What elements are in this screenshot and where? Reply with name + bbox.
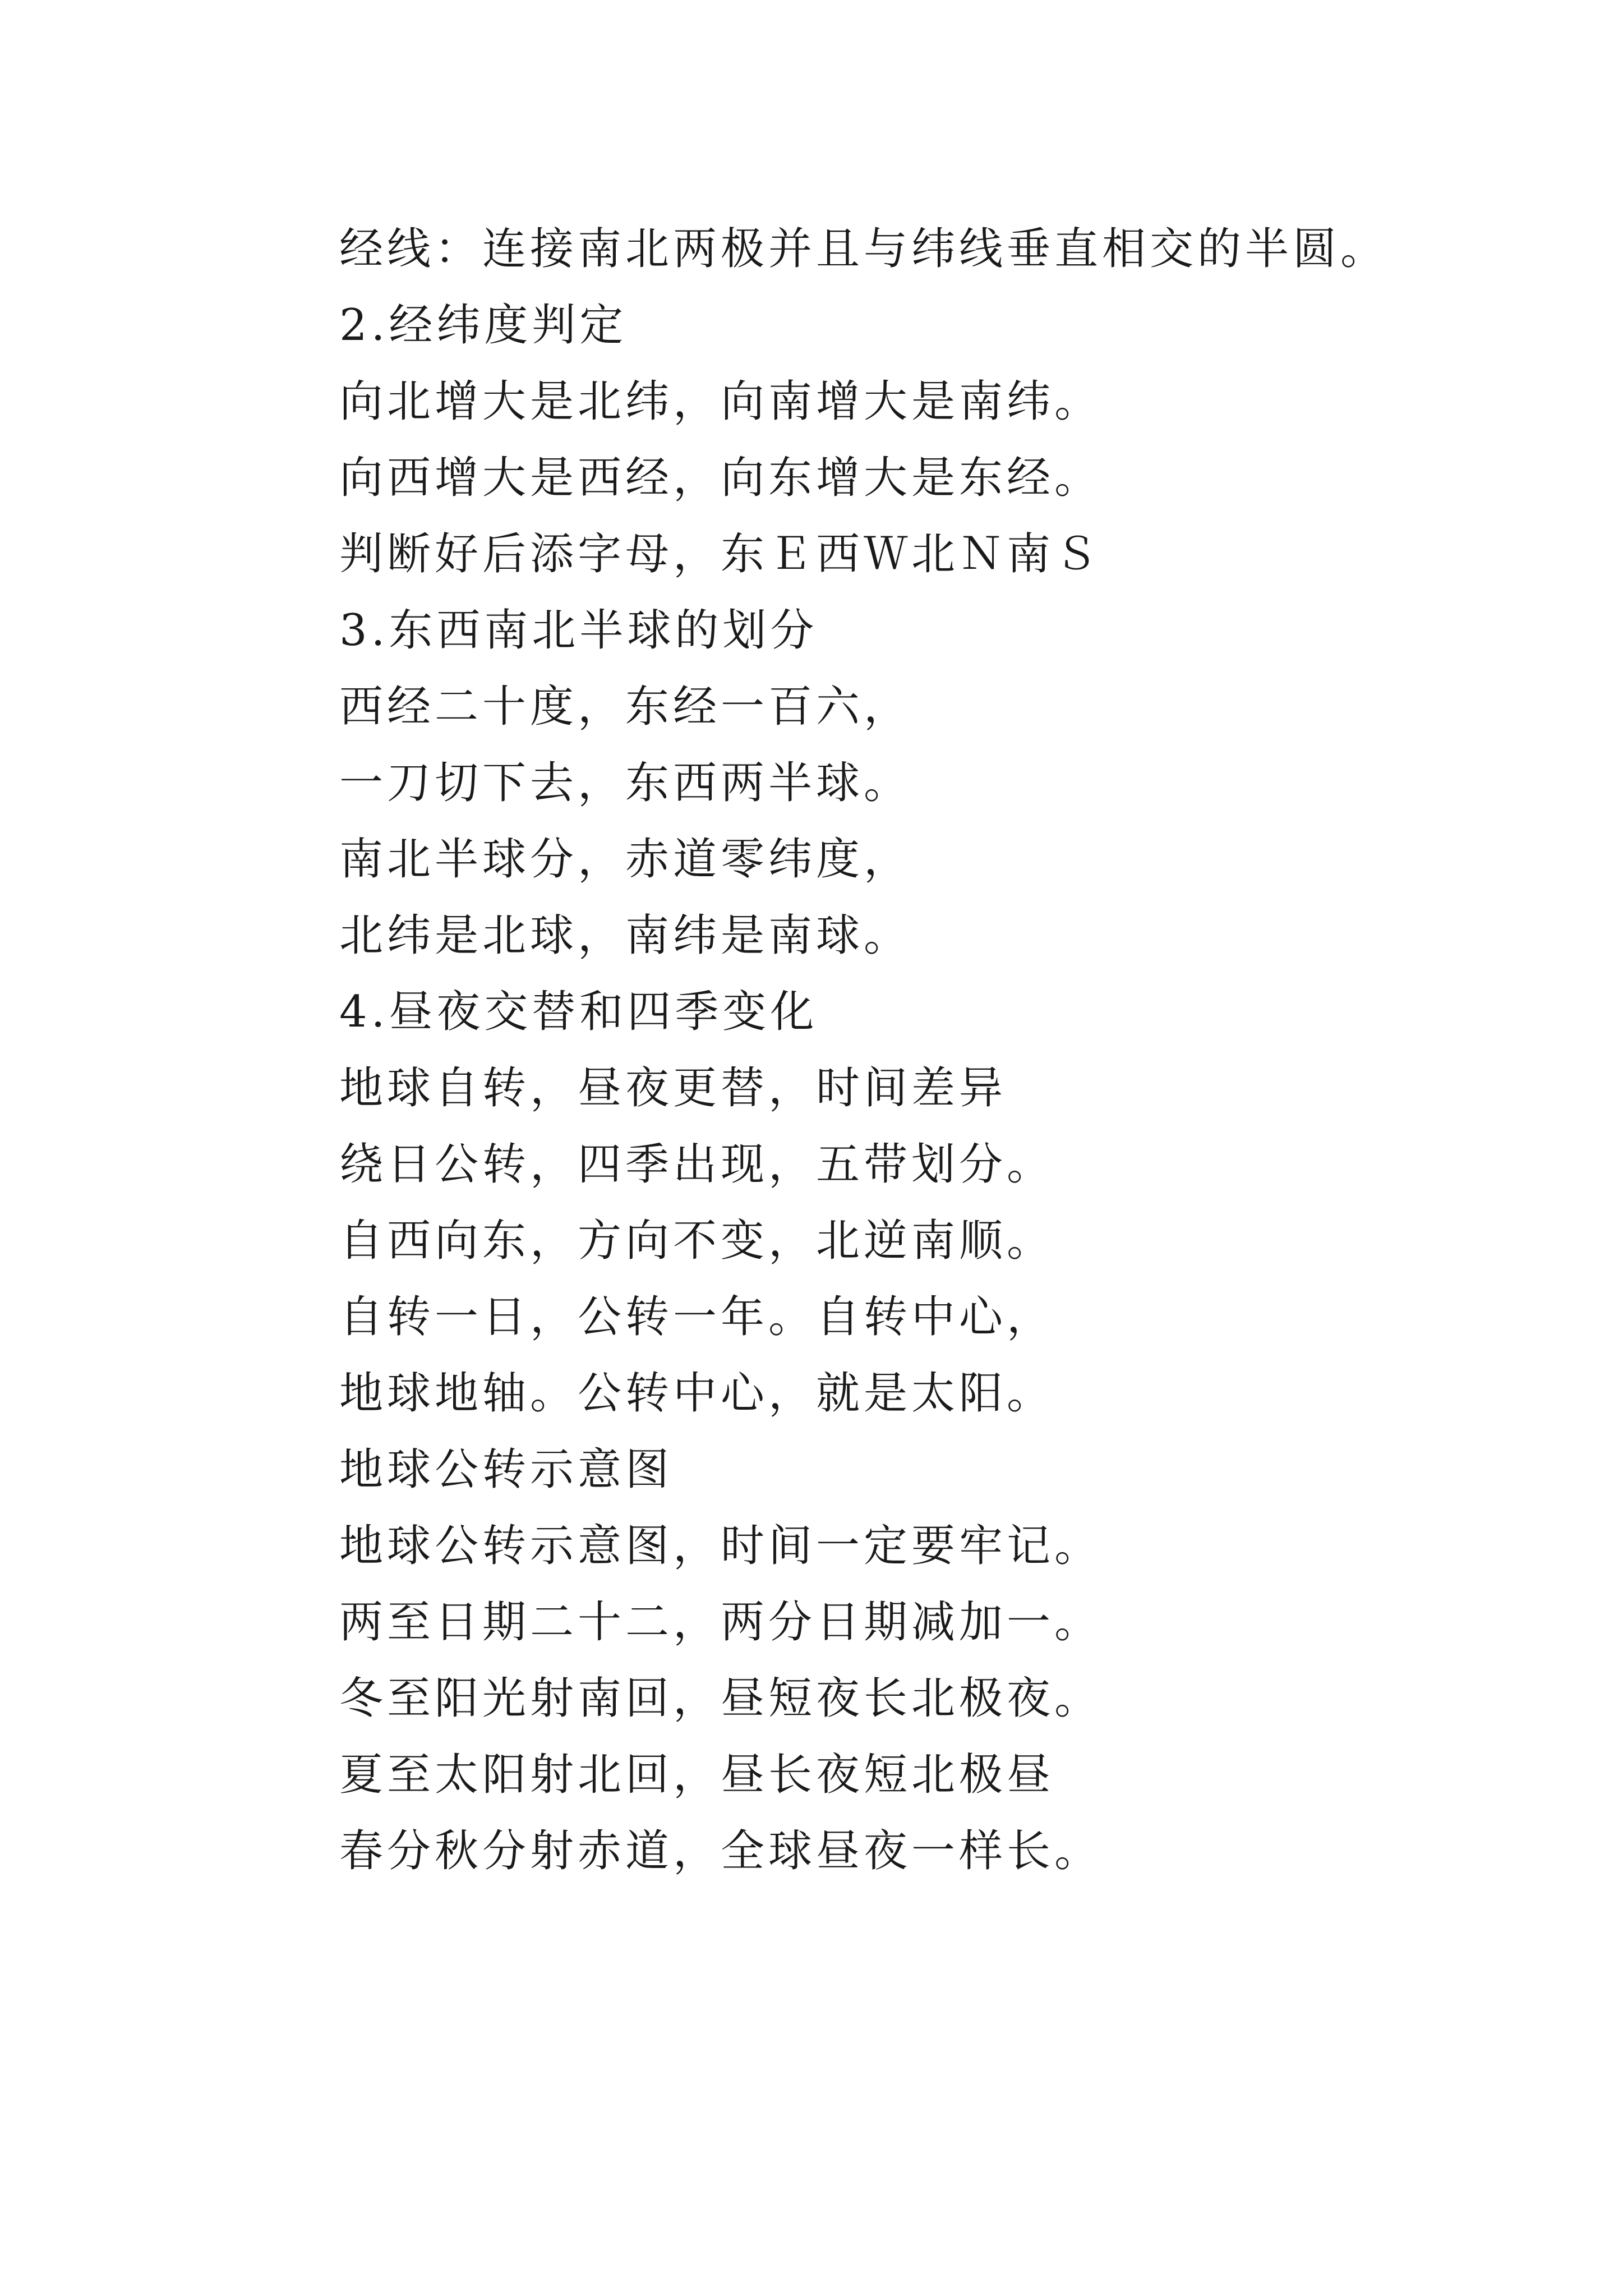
text-line-hemisphere-2: 一刀切下去，东西两半球。 <box>339 758 912 808</box>
text-line-hemisphere-4: 北纬是北球，南纬是南球。 <box>339 910 912 961</box>
text-line-period-center-2: 地球地轴。公转中心，就是太阳。 <box>339 1368 1055 1419</box>
text-line-direction: 自西向东，方向不变，北逆南顺。 <box>339 1216 1055 1266</box>
document-body <box>339 211 1517 1889</box>
text-line-equinox: 春分秋分射赤道，全球昼夜一样长。 <box>339 1826 1103 1876</box>
text-line-rotation-1: 地球自转，昼夜更替，时间差异 <box>339 1063 1007 1114</box>
text-line-winter-solstice: 冬至阳光射南回，昼短夜长北极夜。 <box>339 1673 1103 1724</box>
text-line-letter-suffix-rule: 判断好后添字母，东Ｅ西Ｗ北Ｎ南Ｓ <box>339 529 1103 579</box>
text-line-period-center-1: 自转一日，公转一年。自转中心， <box>339 1292 1055 1342</box>
text-line-meridian-definition: 经线：连接南北两极并且与纬线垂直相交的半圆。 <box>339 224 1389 274</box>
text-line-summer-solstice: 夏至太阳射北回，昼长夜短北极昼 <box>339 1750 1055 1800</box>
section-heading-revolution-diagram: 地球公转示意图 <box>339 1444 674 1495</box>
text-line-latitude-rule: 向北增大是北纬，向南增大是南纬。 <box>339 376 1103 427</box>
section-heading-lat-long-determination: 2.经纬度判定 <box>339 300 628 351</box>
text-line-revolution-1: 绕日公转，四季出现，五带划分。 <box>339 1139 1055 1190</box>
section-heading-day-night-seasons: 4.昼夜交替和四季变化 <box>339 987 818 1037</box>
text-line-diagram-2: 两至日期二十二，两分日期减加一。 <box>339 1597 1103 1648</box>
text-line-hemisphere-3: 南北半球分，赤道零纬度， <box>339 834 912 885</box>
text-line-diagram-1: 地球公转示意图，时间一定要牢记。 <box>339 1521 1103 1571</box>
text-line-longitude-rule: 向西增大是西经，向东增大是东经。 <box>339 453 1103 503</box>
section-heading-hemisphere-division: 3.东西南北半球的划分 <box>339 605 818 656</box>
text-line-hemisphere-1: 西经二十度，东经一百六， <box>339 682 912 732</box>
